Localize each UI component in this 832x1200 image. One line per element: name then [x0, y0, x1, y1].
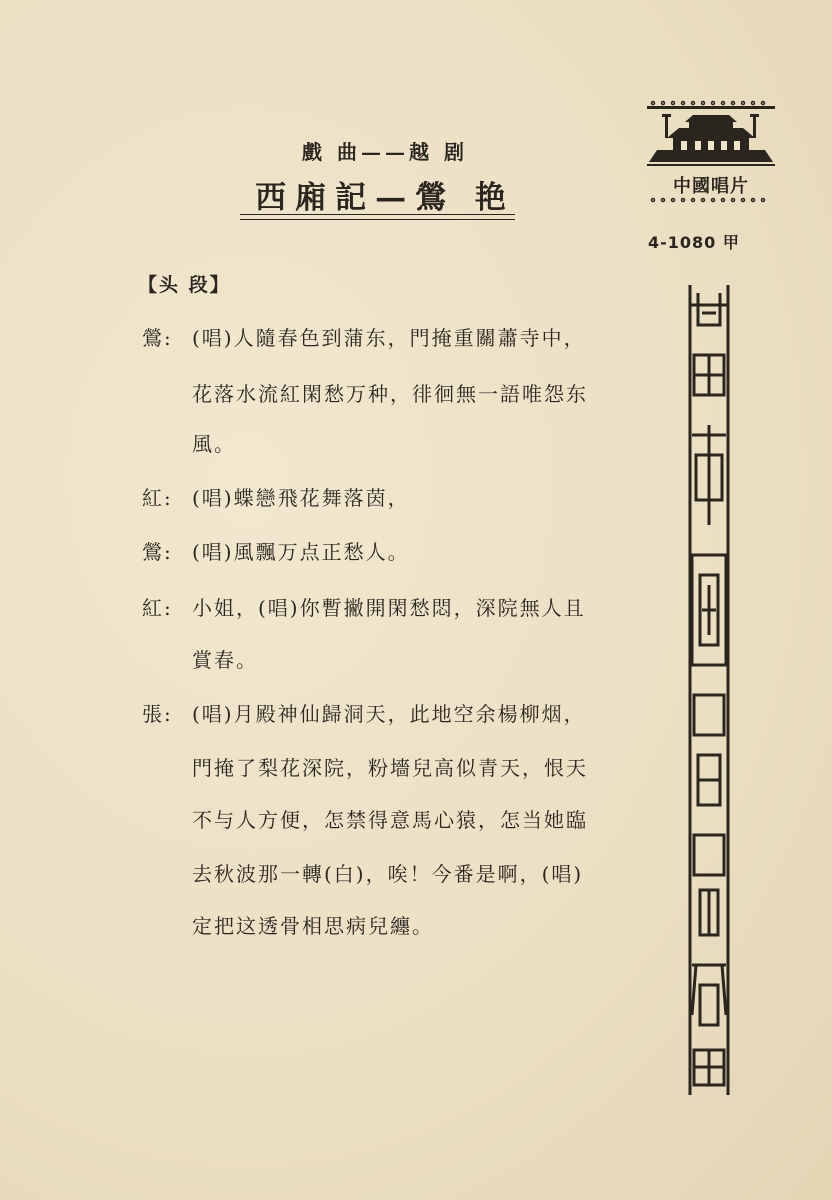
section-title: 【头 段】: [138, 274, 231, 296]
genre-line: 戲 曲——越 剧: [302, 140, 468, 164]
lyric-line: 賞春。: [192, 648, 258, 672]
lyric-line: (唱)風飄万点正愁人。: [192, 540, 410, 564]
label-logo-text: 中國唱片: [673, 176, 749, 197]
lyric-line: (唱)月殿神仙歸洞天，此地空余楊柳烟，: [192, 702, 586, 726]
speaker-label: 張:: [142, 702, 173, 726]
lyric-line: 風。: [192, 432, 236, 456]
lyric-line: (唱)蝶戀飛花舞落茵，: [192, 486, 410, 510]
speaker-label: 紅:: [142, 596, 173, 620]
logo-border-bottom: [645, 196, 777, 204]
label-logo: [645, 100, 777, 210]
speaker-label: 鶯:: [142, 326, 173, 350]
lyric-line: (唱)人隨春色到蒲东，門掩重關蕭寺中，: [192, 326, 586, 350]
tiananmen-logo-icon: [645, 100, 777, 172]
song-title: 西廂記—鶯 艳: [255, 180, 515, 216]
title-underline: [240, 214, 515, 215]
speaker-label: 紅:: [142, 486, 173, 510]
decorative-seal-band: [680, 285, 738, 1095]
title-underline-second: [240, 219, 515, 220]
lyric-line: 門掩了梨花深院，粉墻兒高似青天，恨天: [192, 756, 588, 780]
lyric-line: 去秋波那一轉(白)，唉！今番是啊，(唱): [192, 862, 584, 886]
catalog-number: 4-1080 甲: [648, 233, 740, 252]
lyric-line: 定把这透骨相思病兒纏。: [192, 914, 434, 938]
lyric-line: 不与人方便，怎禁得意馬心猿，怎当她臨: [192, 808, 588, 832]
lyric-line: 小姐，(唱)你暫撇開閑愁悶，深院無人且: [192, 596, 586, 620]
speaker-label: 鶯:: [142, 540, 173, 564]
lyric-line: 花落水流紅閑愁万种，徘徊無一語唯怨东: [192, 382, 588, 406]
